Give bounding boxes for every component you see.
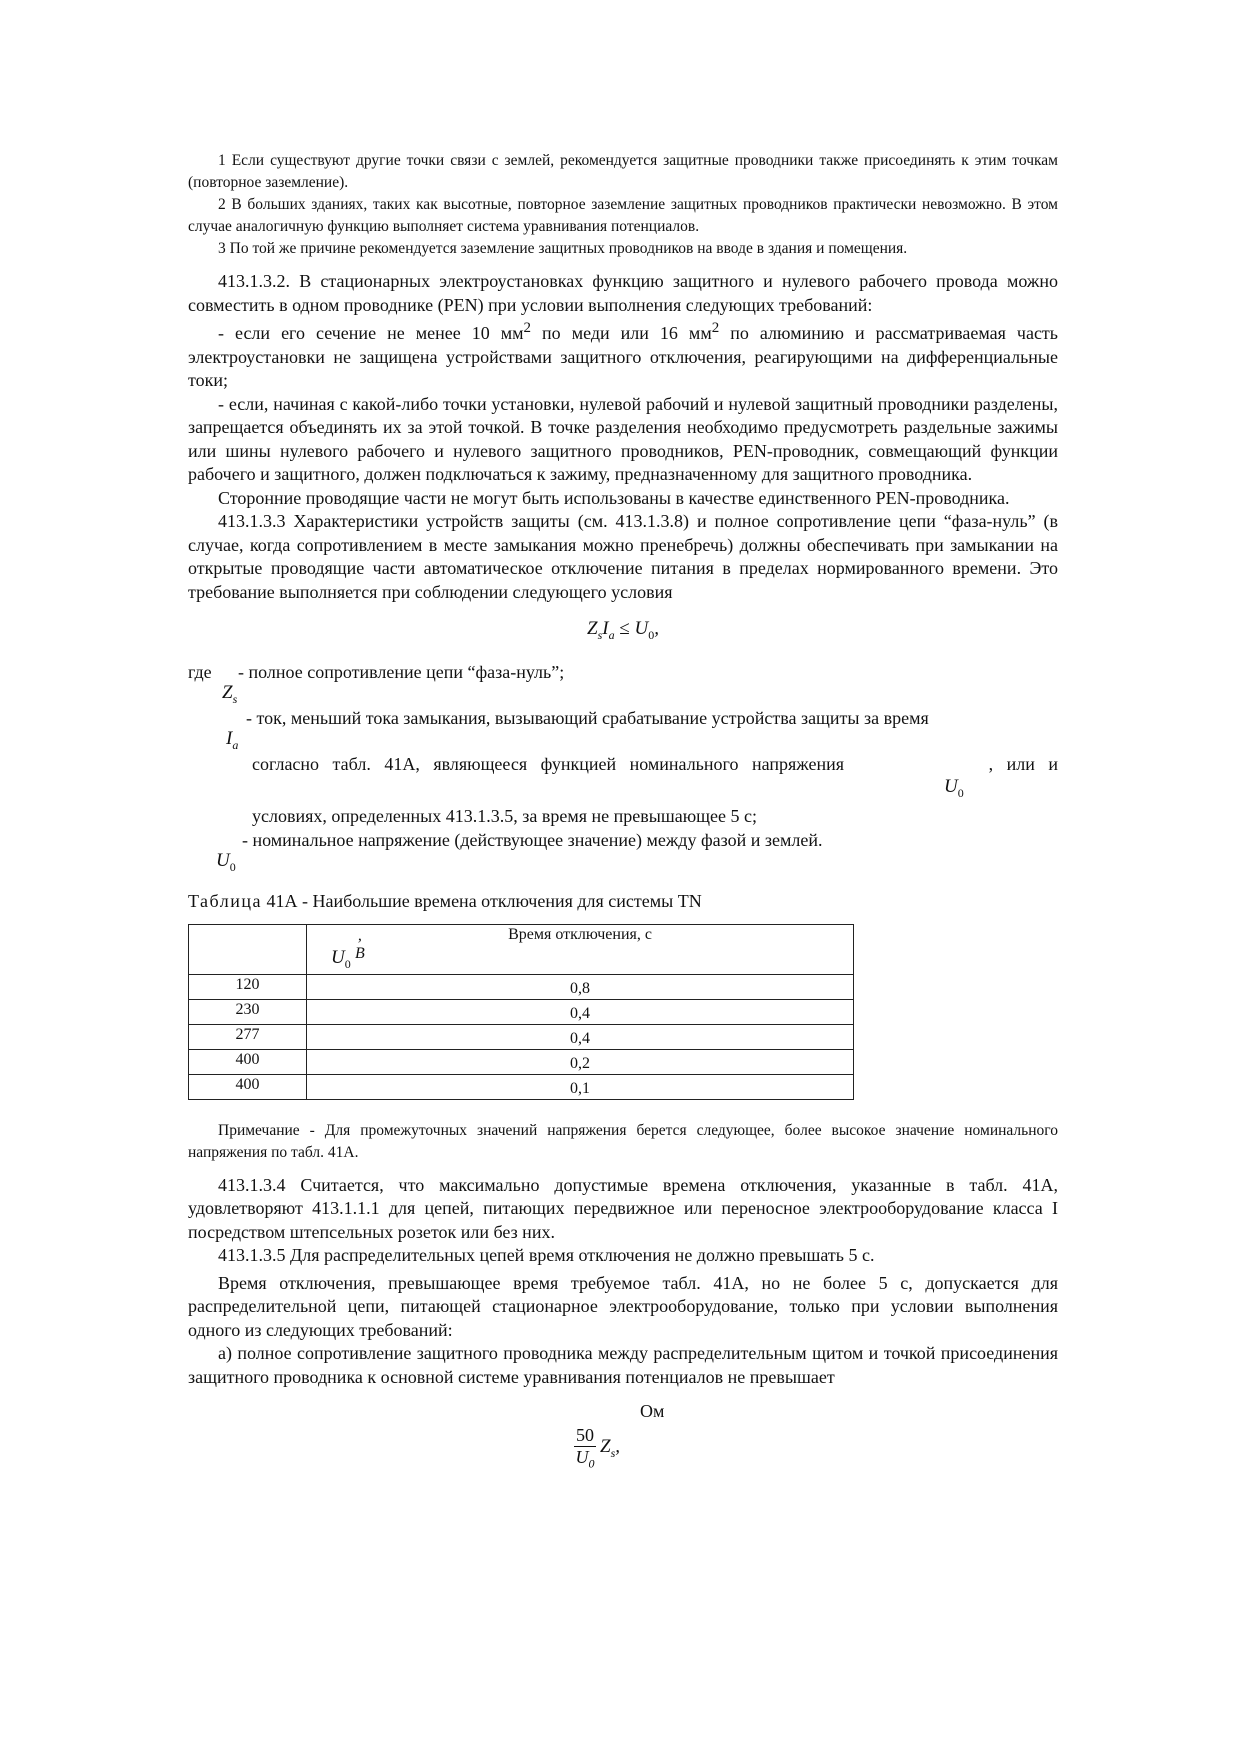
text: по алюминию и рассматриваемая часть электроустановки не защищена устройствами защитного отключения, реагирующими на дифференциальные токи;	[188, 323, 1059, 390]
v: I	[226, 727, 233, 749]
cell-voltage: 400	[189, 1074, 307, 1099]
f: s	[597, 627, 603, 642]
v: Z	[600, 1436, 611, 1458]
table-row	[189, 974, 854, 999]
caption-text: 41А - Наибольшие времена отключения для системы TN	[261, 890, 702, 911]
ia-desc: - ток, меньший тока замыкания, вызывающий срабатывание устройства защиты за время	[246, 707, 929, 728]
v: U	[331, 946, 345, 968]
v: 0	[229, 859, 236, 874]
zs-desc: - полное сопротивление цепи “фаза-нуль”;	[238, 661, 565, 682]
para-41334: 413.1.3.4 Считается, что максимально допустимые времена отключения, указанные в табл. 41А, удовлетворяют 413.1.1.1 для цепей, питающих передвижное или переносное электрооборудование класса I посредством штепсельных розеток или без них.	[188, 1174, 1058, 1242]
para-item-a: а) полное сопротивление защитного проводника между распределительным щитом и точкой присоединения защитного проводника к основной системе уравнивания потенциалов не превышает	[188, 1343, 1058, 1387]
para-time: Время отключения, превышающее время требуемое табл. 41А, но не более 5 с, допускается для распределительной цепи, питающей стационарное электрооборудование, только при условии выполнения одного из следующих требований:	[188, 1272, 1058, 1340]
where-block	[188, 661, 1058, 875]
f: ,	[654, 618, 659, 639]
cell-time: 0,1	[307, 1074, 854, 1099]
ia-cont2: условиях, определенных 413.1.3.5, за время не превышающее 5 с;	[252, 805, 757, 826]
para-41332: 413.1.3.2. В стационарных электроустановках функцию защитного и нулевого рабочего провода можно совместить в одном проводнике (PEN) при условии выполнения следующих требований:	[188, 271, 1058, 315]
superscript: 2	[523, 320, 532, 336]
table-row	[189, 1024, 854, 1049]
table-row	[189, 999, 854, 1024]
header-unit: , В	[355, 926, 365, 962]
cell-time: 0,4	[307, 999, 854, 1024]
u0-desc: - номинальное напряжение (действующее значение) между фазой и землей.	[242, 829, 823, 850]
caption-label: Таблица	[188, 890, 262, 911]
unit-ohm: Ом	[640, 1401, 665, 1422]
note-3: 3 По той же причине рекомендуется заземление защитных проводников на вводе в здания и помещения.	[218, 240, 908, 257]
v: Z	[222, 681, 233, 703]
cell-time: 0,4	[307, 1024, 854, 1049]
table-caption	[188, 891, 1058, 912]
v: s	[610, 1446, 616, 1461]
v: U	[944, 775, 958, 797]
table-row	[189, 1074, 854, 1099]
v: 0	[344, 956, 351, 971]
v: U	[216, 849, 230, 871]
v: 0	[957, 785, 964, 800]
document-page	[188, 150, 1058, 1481]
f: ≤	[614, 618, 635, 639]
para-41335: 413.1.3.5 Для распределительных цепей время отключения не должно превышать 5 с.	[218, 1245, 875, 1266]
where-label: где	[188, 661, 212, 682]
text: по меди или 16 мм	[531, 323, 712, 343]
f: U	[634, 618, 649, 639]
table-note: Примечание - Для промежуточных значений напряжения берется следующее, более высокое значение номинального напряжения по табл. 41А.	[188, 1121, 1058, 1161]
v: a	[232, 737, 239, 752]
f: 0	[648, 627, 655, 642]
header-time: Время отключения, с	[307, 924, 854, 974]
u0-var	[944, 775, 964, 805]
u0-var	[216, 849, 236, 879]
text: - если его сечение не менее 10 мм	[218, 323, 524, 343]
v: s	[232, 691, 238, 706]
cell-time: 0,8	[307, 974, 854, 999]
para-41332-third: Сторонние проводящие части не могут быть использованы в качестве единственного PEN-проводника.	[218, 487, 1010, 508]
cell-voltage: 277	[189, 1024, 307, 1049]
cell-voltage: 230	[189, 999, 307, 1024]
ia-cont1: согласно табл. 41А, являющееся функцией номинального напряжения	[252, 753, 844, 774]
frac	[574, 1425, 596, 1472]
numerator: 50	[576, 1425, 594, 1446]
note-2: 2 В больших зданиях, таких как высотные, повторное заземление защитных проводников практически невозможно. В этом случае аналогичную функцию выполняет система уравнивания потенциалов.	[188, 196, 1058, 235]
superscript: 2	[711, 320, 720, 336]
fraction	[574, 1425, 620, 1472]
header-voltage	[189, 924, 365, 974]
ia-cont1-end: , или и	[988, 753, 1058, 774]
formula-50-u0	[188, 1401, 1058, 1481]
para-41333: 413.1.3.3 Характеристики устройств защиты (см. 413.1.3.8) и полное сопротивление цепи “фаза-нуль” (в случае, когда сопротивлением в месте замыкания можно пренебречь) должны обеспечивать при замыкании на открытые проводящие части автоматическое отключение питания в пределах нормированного времени. Это требование выполняется при соблюдении следующего условия	[188, 511, 1058, 602]
f: I	[602, 618, 609, 639]
v: 0	[588, 1456, 595, 1471]
para-41332-item2: - если, начиная с какой-либо точки установки, нулевой рабочий и нулевой защитный проводники разделены, запрещается объединять их за этой точкой. В точке разделения необходимо предусмотреть раздельные зажимы или шины нулевого рабочего и нулевого защитного проводников, PEN-проводник, совмещающий функции рабочего и защитного, должен подключаться к зажиму, предназначенному для защитного проводника.	[188, 393, 1058, 484]
zs-var: $Z_s$,	[600, 1436, 620, 1461]
disconnect-time-table	[188, 924, 854, 1100]
v: U	[575, 1447, 589, 1468]
cell-voltage: 120	[189, 974, 307, 999]
cell-voltage: 400	[189, 1049, 307, 1074]
cell-time: 0,2	[307, 1049, 854, 1074]
table-row	[189, 1049, 854, 1074]
f: Z	[587, 618, 598, 639]
f: a	[608, 627, 615, 642]
u0-var	[331, 947, 351, 972]
formula-zs-ia	[188, 618, 1058, 643]
note-1: 1 Если существуют другие точки связи с землей, рекомендуется защитные проводники также присоединять к этим точкам (повторное заземление).	[188, 152, 1058, 191]
para-41332-item1	[188, 317, 1058, 393]
table-header-row	[189, 924, 854, 974]
